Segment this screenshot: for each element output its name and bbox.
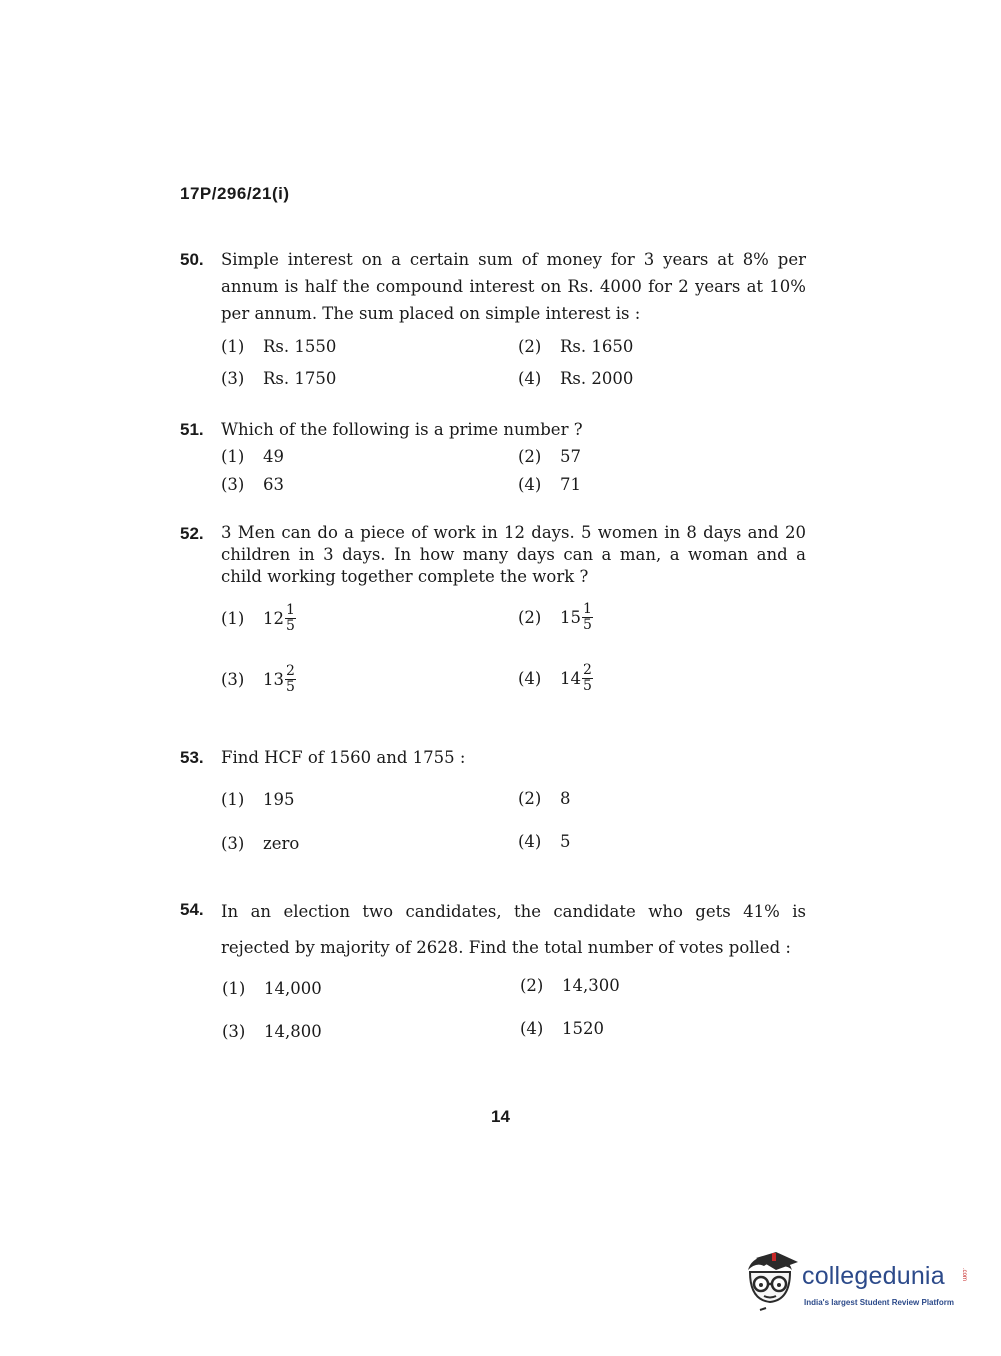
option-label: (4) xyxy=(518,475,542,494)
option-1 xyxy=(221,790,295,809)
option-4 xyxy=(520,1019,604,1038)
option-whole: 13 xyxy=(263,670,284,689)
question-number: 53. xyxy=(180,748,204,767)
question-text: In an election two candidates, the candidate who gets 41% is rejected by majority of 2628. Find the total number of votes polled : xyxy=(221,902,806,957)
fraction-numerator: 2 xyxy=(583,662,592,678)
option-whole: 12 xyxy=(263,609,284,628)
option-4 xyxy=(518,369,633,388)
option-1 xyxy=(221,337,336,356)
option-label: (1) xyxy=(221,447,245,466)
option-2 xyxy=(518,602,593,633)
question-number: 51. xyxy=(180,420,204,439)
fraction-numerator: 1 xyxy=(286,602,295,618)
fraction-denominator: 5 xyxy=(583,617,592,633)
question-number: 54. xyxy=(180,900,204,919)
student-mascot-icon xyxy=(742,1250,800,1316)
fraction xyxy=(582,602,593,633)
option-text: 49 xyxy=(263,447,284,466)
page-number: 14 xyxy=(491,1107,510,1126)
question-number: 52. xyxy=(180,524,204,543)
fraction xyxy=(285,603,296,634)
option-label: (3) xyxy=(222,1022,246,1041)
question-text: Simple interest on a certain sum of money for 3 years at 8% per annum is half the compound interest on Rs. 4000 for 2 years at 10% per annum. The sum placed on simple interest is : xyxy=(221,250,806,323)
option-text: 14,000 xyxy=(264,979,322,998)
question-text: 3 Men can do a piece of work in 12 days. 5 women in 8 days and 20 children in 3 days. In how many days can a man, a woman and a child working together complete the work ? xyxy=(221,523,806,586)
option-text: 14,800 xyxy=(264,1022,322,1041)
option-text: 1520 xyxy=(562,1019,604,1038)
option-label: (1) xyxy=(222,979,246,998)
option-text: Rs. 1550 xyxy=(263,337,337,356)
option-label: (1) xyxy=(221,790,245,809)
option-4 xyxy=(518,832,571,851)
paper-code: 17P/296/21(i) xyxy=(180,184,290,203)
option-label: (2) xyxy=(518,608,542,627)
option-2 xyxy=(518,337,633,356)
question-text: Which of the following is a prime number ? xyxy=(221,420,583,439)
fraction-denominator: 5 xyxy=(286,618,295,634)
option-3 xyxy=(221,369,336,388)
option-2 xyxy=(520,976,620,995)
option-2 xyxy=(518,789,571,808)
fraction xyxy=(582,663,593,694)
option-3 xyxy=(222,1022,322,1041)
option-label: (3) xyxy=(221,834,245,853)
option-label: (1) xyxy=(221,609,245,628)
option-text: 57 xyxy=(560,447,581,466)
fraction-numerator: 2 xyxy=(286,663,295,679)
option-2 xyxy=(518,447,581,466)
fraction xyxy=(285,664,296,695)
brand-domain: .com xyxy=(961,1268,967,1282)
fraction-denominator: 5 xyxy=(583,678,592,694)
brand-tagline: India's largest Student Review Platform xyxy=(804,1298,954,1307)
option-text: 8 xyxy=(560,789,571,808)
fraction-denominator: 5 xyxy=(286,679,295,695)
option-1 xyxy=(222,979,322,998)
fraction-numerator: 1 xyxy=(583,601,592,617)
option-label: (3) xyxy=(221,369,245,388)
option-text: Rs. 1650 xyxy=(560,337,634,356)
option-label: (4) xyxy=(518,369,542,388)
option-text: 5 xyxy=(560,832,571,851)
option-label: (2) xyxy=(518,789,542,808)
option-4 xyxy=(518,663,593,694)
option-text: 71 xyxy=(560,475,581,494)
option-text: zero xyxy=(263,834,300,853)
option-whole: 14 xyxy=(560,669,581,688)
option-4 xyxy=(518,475,581,494)
option-text: 63 xyxy=(263,475,284,494)
brand-name: collegedunia xyxy=(802,1262,945,1290)
option-whole: 15 xyxy=(560,608,581,627)
option-label: (4) xyxy=(518,669,542,688)
option-text: Rs. 2000 xyxy=(560,369,634,388)
option-1 xyxy=(221,447,284,466)
option-label: (4) xyxy=(520,1019,544,1038)
question-number: 50. xyxy=(180,250,204,269)
option-label: (2) xyxy=(520,976,544,995)
option-3 xyxy=(221,664,296,695)
option-label: (2) xyxy=(518,337,542,356)
option-label: (2) xyxy=(518,447,542,466)
option-3 xyxy=(221,834,299,853)
question-text: Find HCF of 1560 and 1755 : xyxy=(221,748,466,767)
option-3 xyxy=(221,475,284,494)
option-label: (1) xyxy=(221,337,245,356)
collegedunia-watermark xyxy=(742,1250,972,1320)
option-text: 14,300 xyxy=(562,976,620,995)
option-label: (3) xyxy=(221,670,245,689)
option-label: (4) xyxy=(518,832,542,851)
option-text: Rs. 1750 xyxy=(263,369,337,388)
option-label: (3) xyxy=(221,475,245,494)
option-1 xyxy=(221,603,296,634)
option-text: 195 xyxy=(263,790,295,809)
